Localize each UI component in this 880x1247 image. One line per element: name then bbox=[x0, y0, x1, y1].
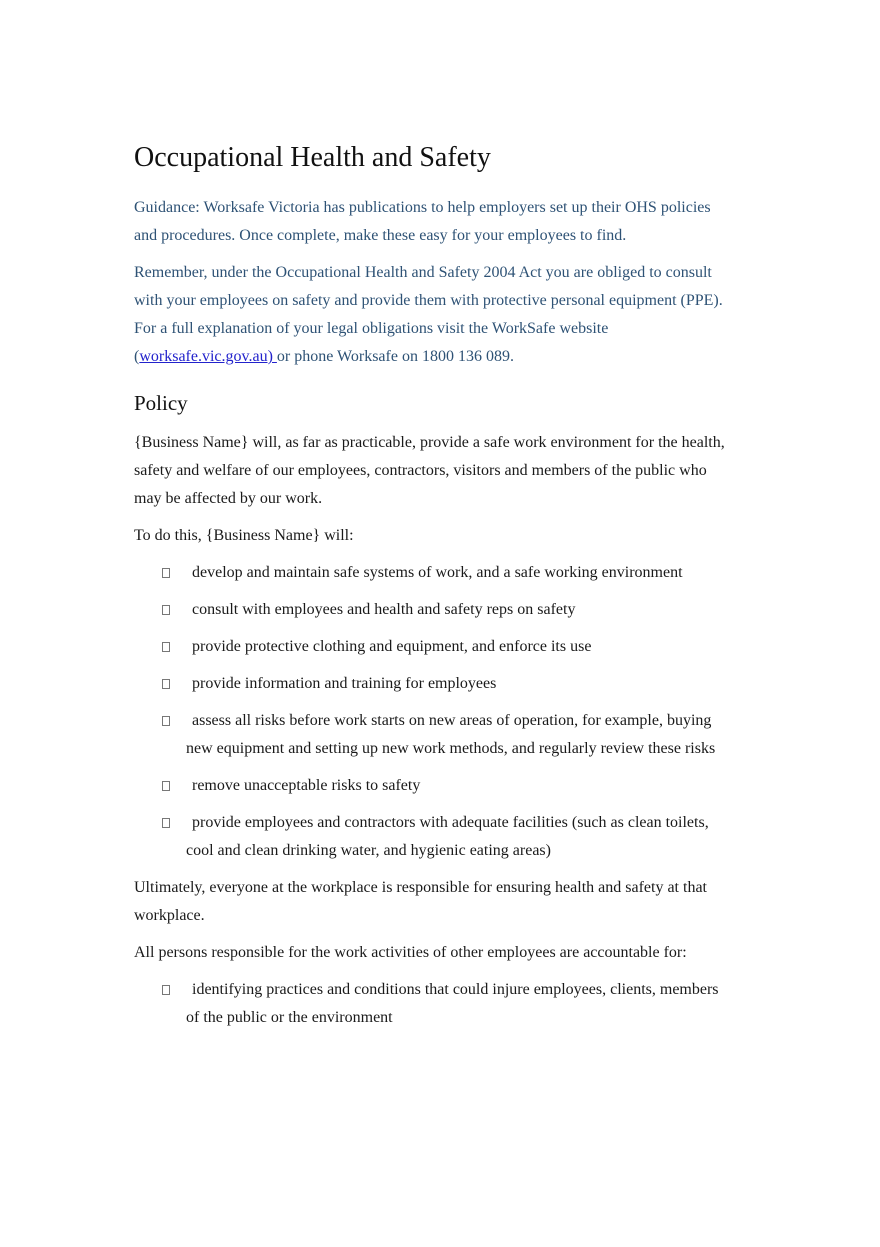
guidance-text-after-link: or phone Worksafe on 1800 136 089. bbox=[276, 348, 514, 365]
document-content bbox=[134, 138, 734, 1041]
list-item: provide information and training for employees bbox=[134, 670, 734, 698]
bullet-box-icon bbox=[162, 716, 170, 726]
list-item: consult with employees and health and safety reps on safety bbox=[134, 596, 734, 624]
worksafe-link[interactable]: worksafe.vic.gov.au) bbox=[139, 348, 277, 365]
bullet-box-icon bbox=[162, 679, 170, 689]
guidance-text-before-link: Remember, under the Occupational Health and Safety 2004 Act you are obliged to consult with your employees on safety and provide them with protective personal equipment (PPE). For a full explanation of your legal obligations visit the WorkSafe website ( bbox=[134, 264, 723, 365]
list-item: provide protective clothing and equipment, and enforce its use bbox=[134, 633, 734, 661]
list-item: assess all risks before work starts on new areas of operation, for example, buying new equipment and setting up new work methods, and regularly review these risks bbox=[134, 707, 734, 763]
page-title: Occupational Health and Safety bbox=[134, 142, 491, 173]
list-item: identifying practices and conditions that could injure employees, clients, members of the public or the environment bbox=[134, 976, 734, 1032]
bullet-box-icon bbox=[162, 818, 170, 828]
bullet-list-accountabilities bbox=[134, 976, 734, 1032]
guidance-paragraph-2 bbox=[134, 259, 734, 371]
bullet-list-obligations bbox=[134, 559, 734, 865]
list-item: provide employees and contractors with adequate facilities (such as clean toilets, cool and clean drinking water, and hygienic eating areas) bbox=[134, 809, 734, 865]
policy-heading: Policy bbox=[134, 391, 188, 415]
bullet-box-icon bbox=[162, 985, 170, 995]
bullet-box-icon bbox=[162, 642, 170, 652]
policy-paragraph-3: Ultimately, everyone at the workplace is responsible for ensuring health and safety at that workplace. bbox=[134, 879, 707, 924]
list-item: develop and maintain safe systems of work, and a safe working environment bbox=[134, 559, 734, 587]
policy-paragraph-1: {Business Name} will, as far as practicable, provide a safe work environment for the health, safety and welfare of our employees, contractors, visitors and members of the public who may be affected by our work. bbox=[134, 434, 725, 507]
policy-paragraph-4: All persons responsible for the work activities of other employees are accountable for: bbox=[134, 944, 687, 961]
bullet-box-icon bbox=[162, 781, 170, 791]
bullet-box-icon bbox=[162, 605, 170, 615]
list-item: remove unacceptable risks to safety bbox=[134, 772, 734, 800]
guidance-paragraph-1: Guidance: Worksafe Victoria has publications to help employers set up their OHS policies and procedures. Once complete, make these easy for your employees to find. bbox=[134, 199, 711, 244]
policy-paragraph-2: To do this, {Business Name} will: bbox=[134, 527, 354, 544]
bullet-box-icon bbox=[162, 568, 170, 578]
